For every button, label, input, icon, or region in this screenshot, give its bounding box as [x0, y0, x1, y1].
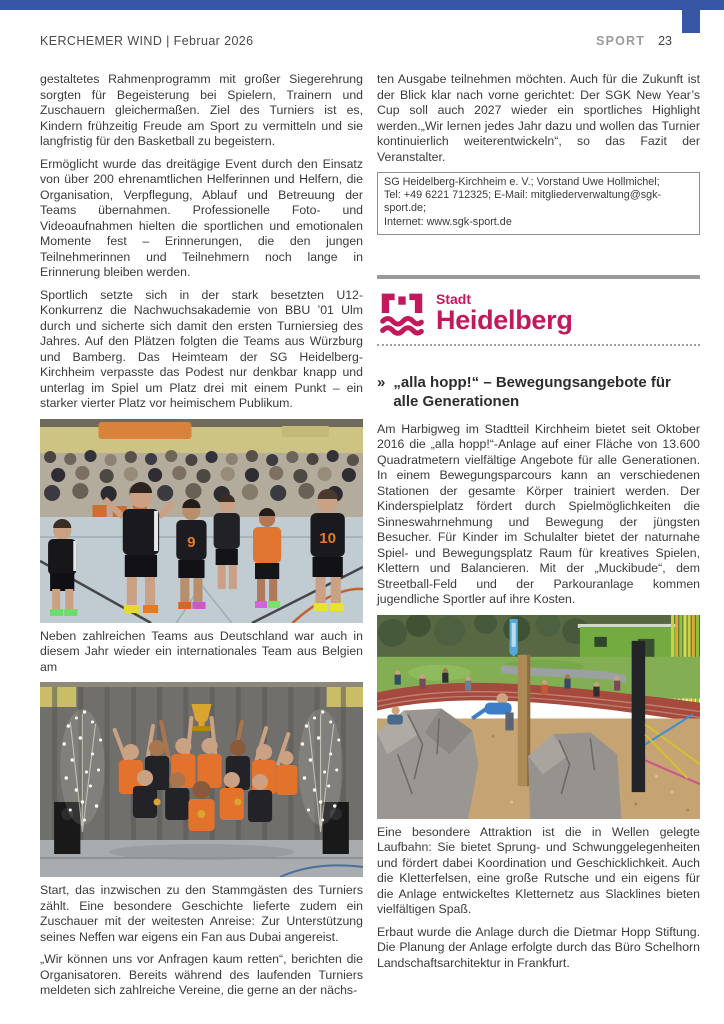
body-paragraph: ten Ausgabe teilnehmen möchten. Auch für die Zukunft ist der Blick klar nach vorne gerichtet: Der SGK New Year’s Cup soll auch 2027 wieder ein sportliches Highlight werden.„Wir lernen jedes Jahr dazu und wollen das Turnier kontinuierlich weiterentwickeln“, so das Fazit der Veranstalter. — [377, 72, 700, 164]
body-paragraph: Am Harbigweg im Stadtteil Kirchheim bietet seit Oktober 2016 die „alla hopp!“-Anlage auf einer Fläche von 13.600 Quadratmetern vielfältige Angebote für alle Generationen. In einem Bewegungsparcours kann an verschiedenen Stationen der gesamte Körper trainiert werden. Der Kinderspielplatz fördert durch Spielmöglichkeiten die Sinneswahrnehmung und Bewegung der jüngsten Besucher. Für Kinder im Schulalter bietet der naturnahe Spiel- und Bewegungsplatz Raum für kreatives Spielen, Klettern und Balancieren. Mit der „Muckibude“, dem Streetball-Feld und der Parkouranlage kommen jugendliche Sportler auf ihre Kosten. — [377, 421, 700, 607]
section-divider — [377, 275, 700, 279]
heading-text: „alla hopp!“ – Bewegungsangebote für alle Generationen — [393, 373, 671, 411]
top-accent-bar — [0, 0, 724, 10]
body-paragraph: gestaltetes Rahmenprogramm mit großer Siegerehrung sorgten für Begeisterung bei Spielern, Trainern und Zuschauern gleichermaßen. Ziel des Turniers ist es, Kindern frühzeitig Freude am Sport zu vermitteln und sie langfristig für den Basketball zu begeistern. — [40, 72, 363, 148]
body-paragraph: Start, das inzwischen zu den Stammgästen des Turniers zählt. Eine besondere Geschichte lieferte zudem ein Zuschauer mit der weitesten Anreise: Zur Unterstützung seines Neffen war eigens ein Fan aus Dubai angereist. — [40, 883, 363, 944]
body-paragraph: „Wir können uns vor Anfragen kaum retten“, berichten die Organisatoren. Bereits während des laufenden Turniers meldeten sich zahlreiche Vereine, die gerne an der nächs- — [40, 952, 363, 997]
page-number: 23 — [658, 34, 672, 48]
body-paragraph: Eine besondere Attraktion ist die in Wellen gelegte Laufbahn: Sie bietet Sprung- und Schwunggelegenheiten und fördert dabei Koordination und Geschicklichkeit. Auch die Kletterfelsen, eine große Rutsche und ein eigens für die Anlage entwickeltes Kletternetz aus Slacklines bieten vielfältigen Spaß. — [377, 824, 700, 917]
photo-winner-team — [40, 682, 363, 877]
body-paragraph: Neben zahlreichen Teams aus Deutschland war auch in diesem Jahr wieder ein internationales Team aus Belgien am — [40, 628, 363, 674]
logo-city-label: Stadt — [436, 291, 471, 308]
article-heading — [377, 373, 700, 412]
section-label: SPORT — [596, 34, 646, 48]
right-column — [377, 72, 700, 1006]
playground-illustration — [377, 615, 700, 819]
body-paragraph: Sportlich setzte sich in der stark besetzten U12-Konkurrenz die Nachwuchsakademie von BBU ’01 Ulm durch und sicherte sich damit den ersten Turniersieg des Jahres. Auf den Plätzen folgten die Teams aus Würzburg und Bamberg. Das Heimteam der SG Heidelberg-Kirchheim verpasste das Podest nur denkbar knapp und unterlag im Spiel um Platz drei mit einem Punkt – ein starker vierter Platz vor heimischem Publikum. — [40, 287, 363, 410]
contact-line: Internet: www.sgk-sport.de — [384, 215, 512, 228]
contact-line: Tel: +49 6221 712325; E-Mail: mitgliederverwaltung@sgk-sport.de; — [384, 189, 662, 215]
heading-marker: » — [377, 373, 386, 391]
whitespace — [377, 235, 700, 275]
photo-basketball-celebration — [40, 419, 363, 623]
page-header — [40, 34, 700, 48]
heidelberg-bridge-gate-icon — [379, 290, 425, 336]
whitespace — [377, 346, 700, 373]
logo-city-name: Heidelberg — [436, 305, 573, 336]
jersey-number: 10 — [319, 529, 337, 547]
photo-alla-hopp-playground — [377, 615, 700, 819]
two-column-layout — [40, 72, 700, 1006]
masthead: KERCHEMER WIND | Februar 2026 — [40, 34, 254, 48]
stadt-heidelberg-logo — [379, 290, 700, 336]
basketball-celebration-illustration — [40, 419, 363, 623]
top-accent-tab — [682, 10, 700, 33]
body-paragraph: Erbaut wurde die Anlage durch die Dietmar Hopp Stiftung. Die Planung der Anlage erfolgte durch das Büro Schelhorn Landschaftsarchitektur in Frankfurt. — [377, 924, 700, 970]
contact-box — [377, 172, 700, 235]
body-paragraph: Ermöglicht wurde das dreitägige Event durch den Einsatz von über 200 ehrenamtlichen Helferinnen und Helfern, die Organisation, Verpflegung, Ablauf und Betreuung der Teams übernahmen. Professionelle Foto- und Videoaufnahmen hielten die sportlichen und emotionalen Momente fest – Erinnerungen, die den jungen Teilnehmerinnen und Teilnehmern noch lange in Erinnerung bleiben werden. — [40, 156, 363, 279]
jersey-number: 9 — [187, 533, 196, 551]
logo-wordmark — [436, 291, 573, 336]
left-column — [40, 72, 363, 1006]
winner-team-illustration — [40, 682, 363, 877]
contact-line: SG Heidelberg-Kirchheim e. V.; Vorstand Uwe Hollmichel; — [384, 176, 660, 188]
header-right — [596, 34, 672, 48]
